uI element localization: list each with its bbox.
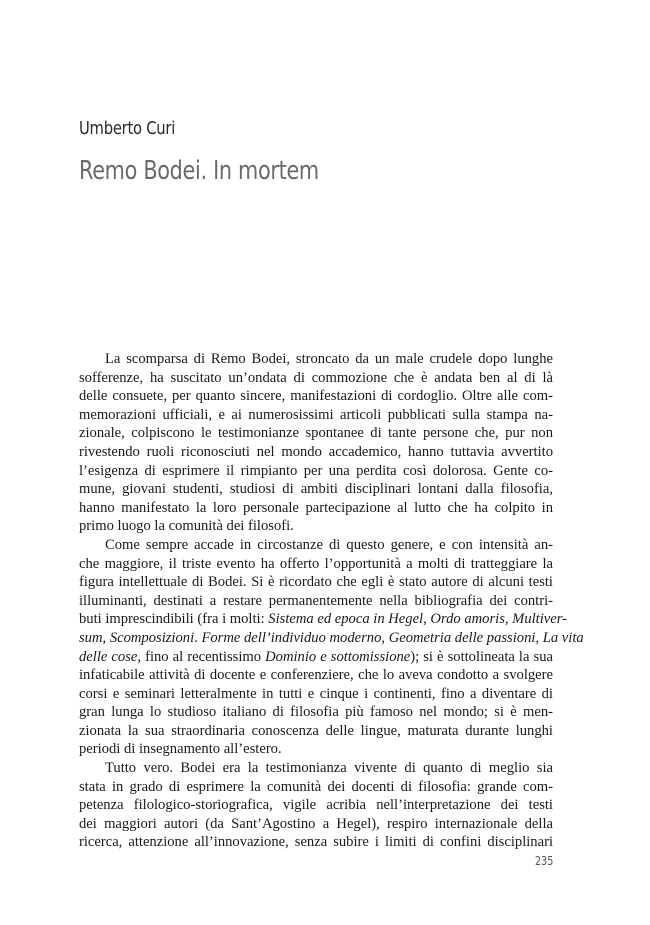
text-line: memorazioni ufficiali, e ai numerosissimi articoli pubblicati sulla stampa na- [79, 406, 553, 423]
page-number: 235 [535, 854, 554, 868]
text-line: corsi e seminari letteralmente in tutti e cinque i continenti, fino a diventare di [79, 685, 553, 702]
article-title: Remo Bodei. In mortem [79, 156, 319, 186]
text-line: primo luogo la comunità dei filosofi. [79, 518, 294, 535]
text-line: hanno manifestato la loro personale partecipazione al lutto che ha colpito in [79, 499, 553, 516]
text-line: sofferenze, ha suscitato un’ondata di commozione che è andata ben al di là [79, 369, 553, 386]
text-line: rivestendo ruoli riconosciuti nel mondo accademico, hanno tuttavia avvertito [79, 443, 553, 460]
text-line: periodi di insegnamento all’estero. [79, 741, 282, 758]
text-line: gran lunga lo studioso italiano di filosofia più famoso nel mondo; si è men- [79, 704, 553, 721]
text-line: figura intellettuale di Bodei. Si è ricordato che egli è stato autore di alcuni testi [79, 574, 553, 591]
text-line: sum, Scomposizioni. Forme dell’individuo moderno, Geometria delle passioni, La vita [79, 629, 584, 646]
text-line: La scomparsa di Remo Bodei, stroncato da un male crudele dopo lunghe [105, 351, 553, 367]
article-author: Umberto Curi [79, 118, 176, 139]
text-line: dei maggiori autori (da Sant’Agostino a Hegel), respiro internazionale della [79, 815, 553, 832]
text-line: l’esigenza di esprimere il rimpianto per una perdita così dolorosa. Gente co- [79, 462, 553, 479]
text-line: ricerca, attenzione all’innovazione, senza subire i limiti di confini disciplinari [79, 834, 553, 851]
text-line: Come sempre accade in circostanze di questo genere, e con intensità an- [105, 536, 553, 553]
text-line: Tutto vero. Bodei era la testimonianza vivente di quanto di meglio sia [105, 760, 553, 777]
text-line: petenza filologico-storiografica, vigile acribia nell’interpretazione dei testi [79, 797, 553, 814]
text-line: stata in grado di esprimere la comunità dei docenti di filosofia: grande com- [79, 778, 553, 795]
paragraph [79, 759, 553, 852]
text-line: che maggiore, il triste evento ha offerto l’opportunità a molti di tratteggiare la [79, 555, 553, 572]
text-line: delle consuete, per quanto sincere, manifestazioni di cordoglio. Oltre alle com- [79, 388, 553, 405]
paragraph [79, 350, 553, 536]
text-line: zionata la sua straordinaria conoscenza delle lingue, maturata durante lunghi [79, 722, 553, 739]
text-line: delle cose, fino al recentissimo Dominio e sottomissione); si è sottolineata la sua [79, 648, 553, 665]
text-line: zionale, colpiscono le testimonianze spontanee di tante persone che, pur non [79, 425, 553, 442]
text-line: infaticabile attività di docente e conferenziere, che lo aveva condotto a svolgere [79, 667, 553, 684]
text-line: illuminanti, destinati a restare permanentemente nella bibliografia dei contri- [79, 592, 553, 609]
article-body [79, 350, 584, 852]
paragraph [79, 536, 584, 759]
text-line: buti imprescindibili (fra i molti: Sistema ed epoca in Hegel, Ordo amoris, Multiver- [79, 611, 567, 628]
text-line: mune, giovani studenti, studiosi di ambiti disciplinari lontani dalla filosofia, [79, 481, 553, 498]
